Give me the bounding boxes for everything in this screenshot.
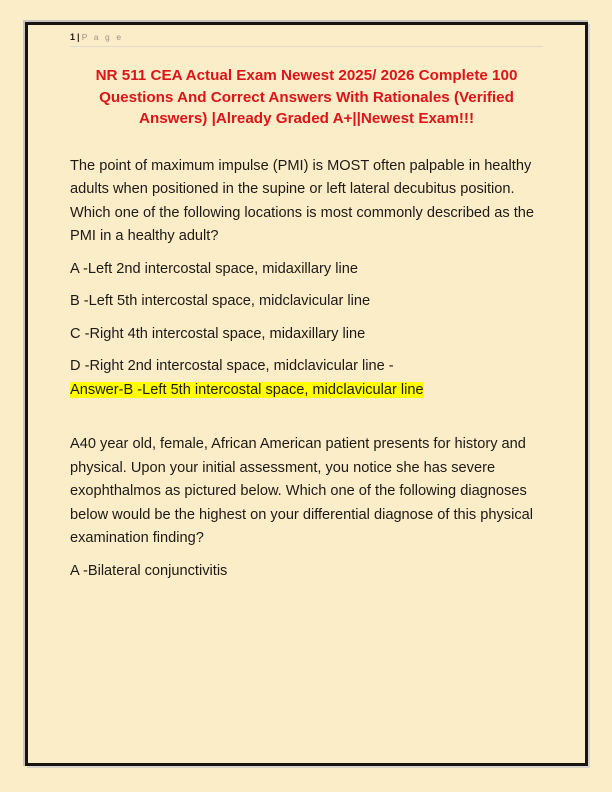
question-1-stem: The point of maximum impulse (PMI) is MOST often palpable in healthy adults when positioned in the supine or left lateral decubitus position. Which one of the following locations is most commonly described as the PMI in a healthy adult?: [70, 157, 534, 244]
question-1-answer-highlight: Answer-B -Left 5th intercostal space, midclavicular line: [70, 381, 424, 398]
question-1-option-c: C -Right 4th intercostal space, midaxillary line: [70, 325, 366, 342]
header-separator: |: [77, 32, 80, 43]
question-2-option-a: A -Bilateral conjunctivitis: [70, 562, 228, 579]
header-divider: [70, 46, 543, 47]
header-page-word: P a g e: [81, 32, 124, 42]
spacer-option-b-c: [70, 314, 543, 323]
spacer-option-a-b: [70, 281, 543, 290]
question-1-option-a: A -Left 2nd intercostal space, midaxillary line: [70, 260, 358, 277]
question-1-option-d-and-answer: [70, 355, 543, 402]
spacer-q2-options: [70, 551, 543, 560]
document-page-frame: [25, 22, 588, 766]
question-1-option-d: D -Right 2nd intercostal space, midclavicular line -: [70, 358, 394, 374]
document-page-inner: [28, 25, 585, 763]
running-header: [46, 25, 567, 43]
question-2-stem: A40 year old, female, African American patient presents for history and physical. Upon your initial assessment, you notice she has severe exophthalmos as pictured below. Which one of the following diagnoses below would be the highest on your differential diagnose of this physical examination finding?: [70, 436, 533, 546]
header-page-number: 1: [70, 32, 76, 42]
spacer-option-c-d: [70, 346, 543, 355]
question-1-option-b: B -Left 5th intercostal space, midclavicular line: [70, 293, 371, 309]
spacer-between-questions: [70, 402, 543, 433]
spacer-title-body: [70, 130, 543, 155]
spacer-q1-options: [70, 249, 543, 258]
document-content: [46, 65, 567, 583]
document-title: NR 511 CEA Actual Exam Newest 2025/ 2026 Complete 100 Questions And Correct Answers With Rationales (Verified Answers) |Already Graded A+||Newest Exam!!!: [95, 67, 518, 127]
